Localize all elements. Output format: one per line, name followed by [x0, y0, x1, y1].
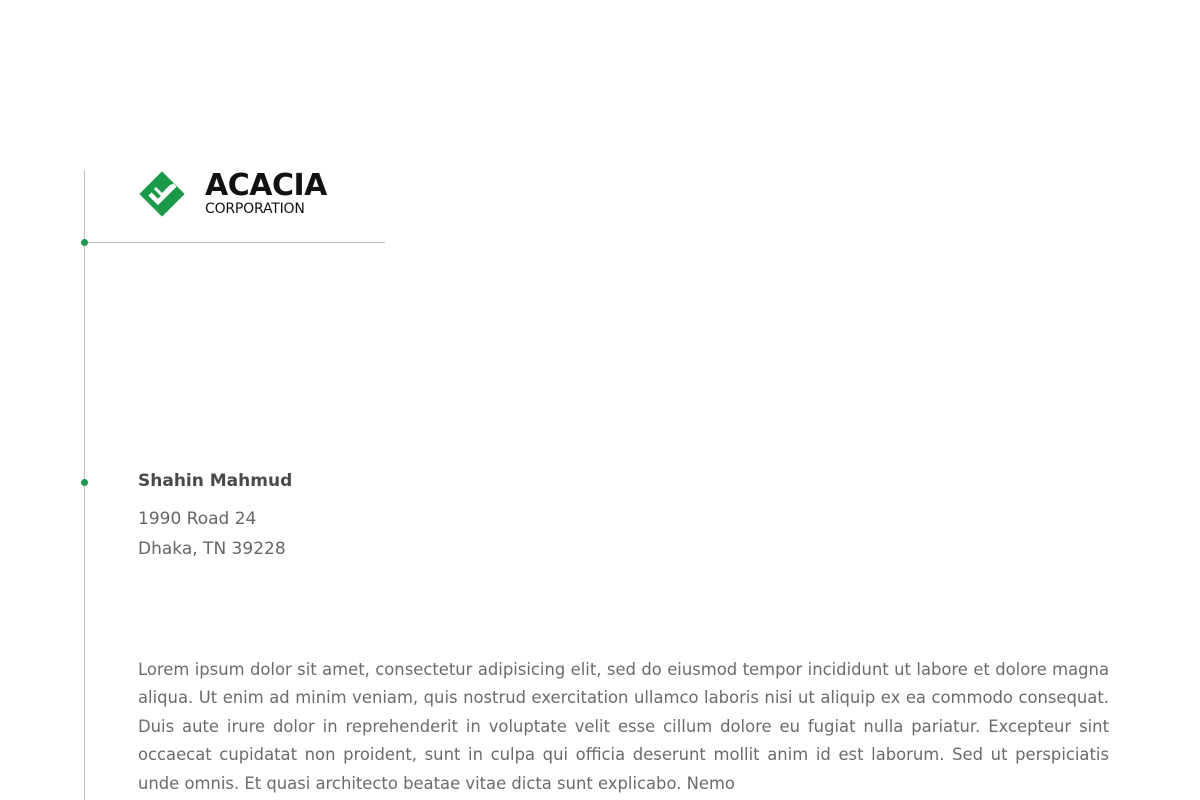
- double-check-diamond-icon: [137, 169, 187, 219]
- recipient-name: Shahin Mahmud: [138, 471, 293, 491]
- logo-wordmark: [205, 168, 327, 217]
- rule-junction-dot: [81, 239, 88, 246]
- header-horizontal-rule: [85, 242, 385, 243]
- recipient-address-line1: 1990 Road 24: [138, 509, 257, 529]
- recipient-block: [138, 468, 292, 564]
- recipient-marker-dot: [81, 479, 88, 486]
- letter-body: Lorem ipsum dolor sit amet, consectetur adipisicing elit, sed do eiusmod tempor incididunt ut labore et dolore magna aliqua. Ut enim ad minim veniam, quis nostrud exercitation ullamco laboris nisi ut aliquip ex ea commodo consequat. Duis aute irure dolor in reprehenderit in voluptate velit esse cillum dolore eu fugiat nulla pariatur. Excepteur sint occaecat cupidatat non proident, sunt in culpa qui officia deserunt mollit anim id est laborum. Sed ut perspiciatis unde omnis. Et quasi architecto beatae vitae dicta sunt explicabo. Nemo: [138, 660, 1109, 793]
- brand-subtitle: CORPORATION: [205, 201, 305, 217]
- company-logo: [137, 168, 327, 220]
- recipient-address-line2: Dhaka, TN 39228: [138, 539, 286, 559]
- brand-name: ACACIA: [205, 168, 327, 203]
